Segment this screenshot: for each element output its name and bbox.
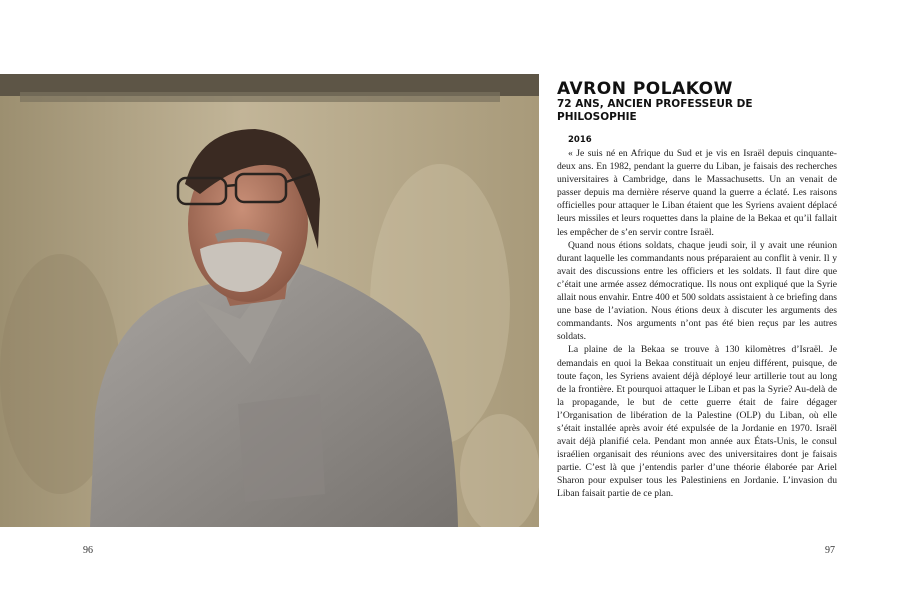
paragraph: Quand nous étions soldats, chaque jeudi soir, il y avait une réunion durant laquelle les commandants nous préparaient au conflit à venir. Il y avait des discussions entre les officiers et les soldats. Il faut dire que c’était une armée assez démocratique. Ils nous ont expliqué que la Syrie allait nous envahir. Entre 400 et 500 soldats assistaient à ce briefing dans une base de l’aviation. Nous étions deux à discuter les arguments des commandants. Nos arguments n’ont pas été bien reçus par les autres soldats. (557, 239, 838, 343)
paragraph: « Je suis né en Afrique du Sud et je vis en Israël depuis cinquante-deux ans. En 1982, pendant la guerre du Liban, je faisais des recherches universitaires à Cambridge, dans le Massachusetts. Un an venait de passer depuis ma dernière réserve quand la guerre a éclaté. Les raisons officielles pour attaquer le Liban étaient que les Syriens avaient déplacé leurs missiles et leurs roquettes dans la plaine de la Bekaa et qu’il fallait les empêcher de s’en servir contre Israël. (557, 148, 837, 238)
page-number-right: 97 (825, 545, 835, 556)
paragraph: La plaine de la Bekaa se trouve à 130 kilomètres d’Israël. Je demandais en quoi la Bekaa constituait un enjeu différent, puisque, de toute façon, les Syriens avaient déjà déployé leur artillerie tout au long de la frontière. Et pourquoi attaquer le Liban et pas la Syrie? Au-delà de la propagande, le but de cette guerre était de faire dégager l’Organisation de libération de la Palestine (OLP) du Liban, où elle s’était installée après avoir été expulsée de la Jordanie en 1970. Israël avait déjà planifié cela. Pendant mon année aux États-Unis, le consul israélien organisait des réunions avec des universitaires dont je faisais partie. C’est là que j’entendis parler d’une théorie élaborée par Ariel Sharon pour expulser tous les Palestiniens en Jordanie. L’invasion du Liban faisait partie de ce plan. (557, 344, 837, 500)
portrait-photo (0, 74, 539, 527)
article-column (557, 80, 837, 501)
page-number-left: 96 (83, 545, 93, 556)
year-label: 2016 (568, 135, 592, 145)
person-subtitle: 72 ANS, ANCIEN PROFESSEUR DE PHILOSOPHIE (557, 98, 753, 123)
person-name: AVRON POLAKOW (557, 79, 733, 99)
